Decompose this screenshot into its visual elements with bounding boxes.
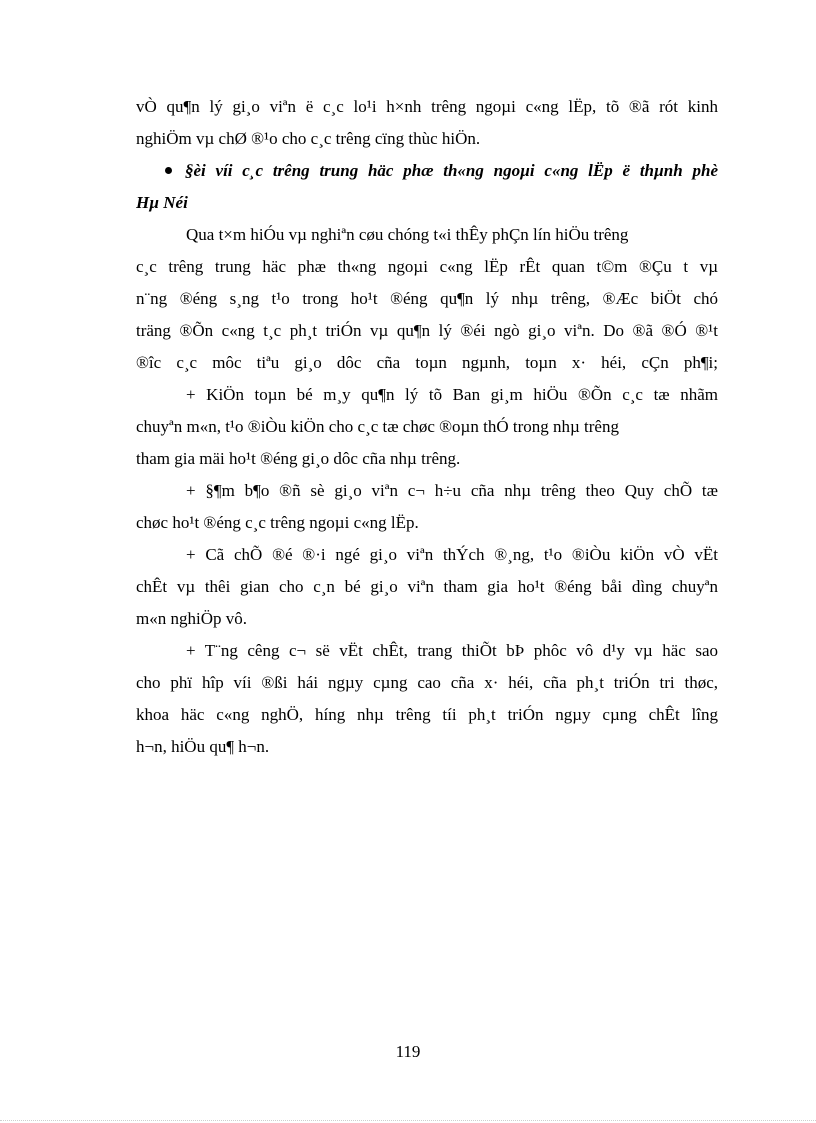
bullet-icon	[165, 167, 172, 174]
page-bottom-divider	[0, 1120, 816, 1121]
body-text	[136, 91, 718, 763]
text-line: m«n nghiÖp vô.	[136, 609, 247, 628]
text-line: chÊt vµ thêi gian cho c¸n bé gi¸o viªn tham gia ho¹t ®éng båi dìng chuyªn	[136, 577, 718, 596]
list-item-first-line: + T¨ng cêng c¬ së vËt chÊt, trang thiÕt bÞ phôc vô d¹y vµ häc sao	[186, 641, 718, 660]
page-number: 119	[395, 1042, 421, 1061]
text-line: träng ®Õn c«ng t¸c ph¸t triÓn vµ qu¶n lý ®éi ngò gi¸o viªn. Do ®ã ®Ó ®¹t	[136, 321, 718, 340]
section-heading-text: §èi víi c¸c trêng trung häc phæ th«ng ngoµi c«ng lËp ë thµnh phè	[185, 161, 718, 180]
text-line: tham gia mäi ho¹t ®éng gi¸o dôc cña nhµ trêng.	[136, 449, 461, 468]
text-line: h¬n, hiÖu qu¶ h¬n.	[136, 737, 270, 756]
text-line: cho phï hîp víi ®ßi hái ngµy cµng cao cña x· héi, cña ph¸t triÓn tri thøc,	[136, 673, 718, 692]
text-line: n¨ng ®éng s¸ng t¹o trong ho¹t ®éng qu¶n lý nhµ trêng, ®Æc biÖt chó	[136, 289, 718, 308]
section-heading-continuation: Hµ Néi	[136, 193, 188, 212]
text-line: c¸c trêng trung häc phæ th«ng ngoµi c«ng lËp rÊt quan t©m ®Çu t vµ	[136, 257, 718, 276]
text-line: chuyªn m«n, t¹o ®iÒu kiÖn cho c¸c tæ chøc ®oµn thÓ trong nhµ trêng	[136, 417, 619, 436]
text-line: nghiÖm vµ chØ ®¹o cho c¸c trêng cïng thùc hiÖn.	[136, 129, 481, 148]
paragraph-first-line: Qua t×m hiÓu vµ nghiªn cøu chóng t«i thÊy phÇn lín hiÖu trêng	[186, 225, 629, 244]
list-item-first-line: + Cã chÕ ®é ®·i ngé gi¸o viªn thÝch ®¸ng, t¹o ®iÒu kiÖn vÒ vËt	[186, 545, 718, 564]
text-line: chøc ho¹t ®éng c¸c trêng ngoµi c«ng lËp.	[136, 513, 419, 532]
list-item-first-line: + §¶m b¶o ®ñ sè gi¸o viªn c¬ h÷u cña nhµ trêng theo Quy chÕ tæ	[186, 481, 718, 500]
list-item-first-line: + KiÖn toµn bé m¸y qu¶n lý tõ Ban gi¸m hiÖu ®Õn c¸c tæ nhãm	[186, 385, 718, 404]
text-line: khoa häc c«ng nghÖ, híng nhµ trêng tíi ph¸t triÓn ngµy cµng chÊt lîng	[136, 705, 718, 724]
text-line: ®îc c¸c môc tiªu gi¸o dôc cña toµn ngµnh, toµn x· héi, cÇn ph¶i;	[136, 353, 718, 372]
section-heading	[136, 155, 718, 187]
text-line: vÒ qu¶n lý gi¸o viªn ë c¸c lo¹i h×nh trêng ngoµi c«ng lËp, tõ ®ã rót kinh	[136, 97, 718, 116]
